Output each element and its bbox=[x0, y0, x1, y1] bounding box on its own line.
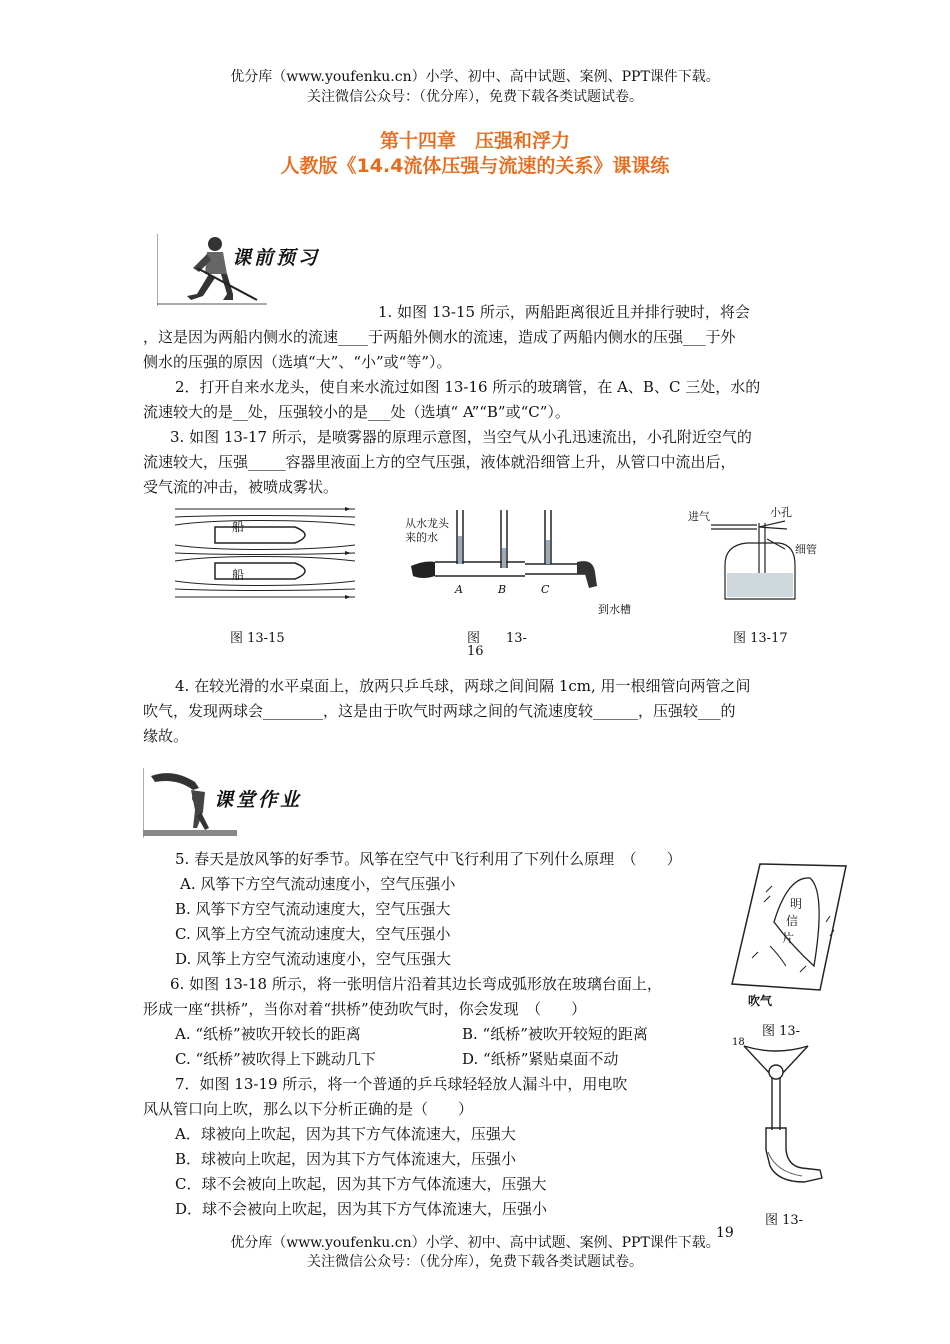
q3-line-2: 流速较大，压强_____容器里液面上方的空气压强，液体就沿细管上升，从管口中流出后， bbox=[143, 453, 736, 471]
figure-13-19-funnel-dryer bbox=[742, 1040, 834, 1190]
q6-line-1: 6. 如图 13-18 所示，将一张明信片沿着其边长弯成弧形放在玻璃台面上， bbox=[170, 975, 662, 993]
q7-line-2: 风从管口向上吹，那么以下分析正确的是（ ） bbox=[143, 1100, 474, 1118]
q7-line-1: 7．如图 13-19 所示，将一个普通的乒乓球轻轻放人漏斗中，用电吹 bbox=[175, 1075, 628, 1093]
figure-13-16-caption-b: 16 bbox=[467, 644, 484, 659]
f16-label-b: B bbox=[498, 583, 507, 596]
f18-blow-label: 吹气 bbox=[748, 994, 773, 1008]
f17-air-in-label: 进气 bbox=[688, 510, 710, 523]
q5-option-b: B. 风筝下方空气流动速度大，空气压强大 bbox=[175, 900, 451, 918]
q1-line-1: 1. 如图 13-15 所示，两船距离很近且并排行驶时，将会 bbox=[378, 303, 750, 321]
f17-hole-label: 小孔 bbox=[770, 506, 792, 519]
figure-13-18-caption-a: 图 13- bbox=[762, 1024, 801, 1039]
q4-line-1: 4. 在较光滑的水平桌面上，放两只乒乓球，两球之间间隔 1cm, 用一根细管向两管之间 bbox=[175, 677, 751, 695]
q3-line-3: 受气流的冲击，被喷成雾状。 bbox=[143, 478, 339, 496]
f16-to-sink-label: 到水槽 bbox=[598, 603, 631, 616]
q3-line-1: 3. 如图 13-17 所示，是喷雾器的原理示意图，当空气从小孔迅速流出，小孔附近空气的 bbox=[170, 428, 752, 446]
header-line-1: 优分库（www.youfenku.cn）小学、初中、高中试题、案例、PPT课件下载。 bbox=[230, 69, 720, 85]
section-banner-preview: 课前预习 bbox=[232, 247, 321, 269]
section-banner-classwork: 课堂作业 bbox=[214, 789, 303, 811]
q1-line-3: 侧水的压强的原因（选填“大”、“小”或“等”）。 bbox=[143, 353, 452, 371]
f15-boat-label-top: 船 bbox=[232, 520, 245, 534]
f18-card-char-1: 明 bbox=[790, 897, 803, 911]
q6-line-2: 形成一座“拱桥”，当你对着“拱桥”使劲吹气时，你会发现 （ ） bbox=[143, 1000, 587, 1018]
figure-13-19-caption: 图 13- bbox=[765, 1213, 804, 1228]
f16-label-a: A bbox=[455, 583, 463, 596]
f17-tube-label: 细管 bbox=[795, 543, 817, 556]
q7-option-b: B．球被向上吹起，因为其下方气体流速大，压强小 bbox=[175, 1150, 517, 1168]
q1-line-2: ，这是因为两船内侧水的流速____于两船外侧水的流速，造成了两船内侧水的压强___于外 bbox=[143, 328, 736, 346]
page-number: 19 bbox=[716, 1225, 734, 1241]
figure-13-15-boats bbox=[175, 503, 355, 603]
f18-card-char-3: 片 bbox=[782, 931, 795, 945]
figure-13-16-caption-a: 图 13- bbox=[467, 631, 527, 646]
q6-option-a: A. “纸桥”被吹开较长的距离 bbox=[175, 1025, 361, 1043]
q2-line-1: 2．打开自来水龙头，使自来水流过如图 13-16 所示的玻璃管，在 A、B、C 三处，水的 bbox=[175, 378, 761, 396]
q5-stem: 5. 春天是放风筝的好季节。风筝在空气中飞行利用了下列什么原理 （ ） bbox=[175, 850, 682, 868]
f18-card-char-2: 信 bbox=[786, 914, 799, 928]
footer-line-2: 关注微信公众号：（优分库），免费下载各类试题试卷。 bbox=[307, 1254, 643, 1270]
q5-option-d: D. 风筝上方空气流动速度小，空气压强大 bbox=[175, 950, 452, 968]
q7-option-a: A．球被向上吹起，因为其下方气体流速大，压强大 bbox=[175, 1125, 516, 1143]
f16-label-c: C bbox=[541, 583, 550, 596]
figure-13-18-caption-b: 18 bbox=[732, 1037, 745, 1048]
q2-line-2: 流速较大的是__处，压强较小的是___处（选填“ A”“B”或“C”）。 bbox=[143, 403, 570, 421]
q7-option-c: C．球不会被向上吹起，因为其下方气体流速大，压强大 bbox=[175, 1175, 547, 1193]
q6-option-c: C. “纸桥”被吹得上下跳动几下 bbox=[175, 1050, 376, 1068]
header-line-2: 关注微信公众号：（优分库），免费下载各类试题试卷。 bbox=[307, 89, 643, 105]
lesson-title: 人教版《14.4流体压强与流速的关系》课课练 bbox=[280, 155, 670, 177]
q6-option-d: D. “纸桥”紧贴桌面不动 bbox=[462, 1050, 619, 1068]
footer-line-1: 优分库（www.youfenku.cn）小学、初中、高中试题、案例、PPT课件下载。 bbox=[230, 1235, 720, 1251]
f16-water-from-label: 从水龙头 bbox=[405, 517, 449, 530]
q5-option-c: C. 风筝上方空气流动速度大，空气压强小 bbox=[175, 925, 451, 943]
f16-water-from-label-2: 来的水 bbox=[405, 531, 438, 544]
q4-line-3: 缘故。 bbox=[143, 727, 189, 745]
q7-option-d: D．球不会被向上吹起，因为其下方气体流速大，压强小 bbox=[175, 1200, 548, 1218]
figure-13-15-caption: 图 13-15 bbox=[230, 631, 285, 646]
q5-option-a: A. 风筝下方空气流动速度小，空气压强小 bbox=[180, 875, 456, 893]
figure-13-17-caption: 图 13-17 bbox=[733, 631, 788, 646]
f15-boat-label-bottom: 船 bbox=[232, 568, 245, 582]
chapter-title: 第十四章 压强和浮力 bbox=[379, 130, 570, 152]
q4-line-2: 吹气，发现两球会________，这是由于吹气时两球之间的气流速度较______，压强较___的 bbox=[143, 702, 736, 720]
q6-option-b: B. “纸桥”被吹开较短的距离 bbox=[462, 1025, 648, 1043]
